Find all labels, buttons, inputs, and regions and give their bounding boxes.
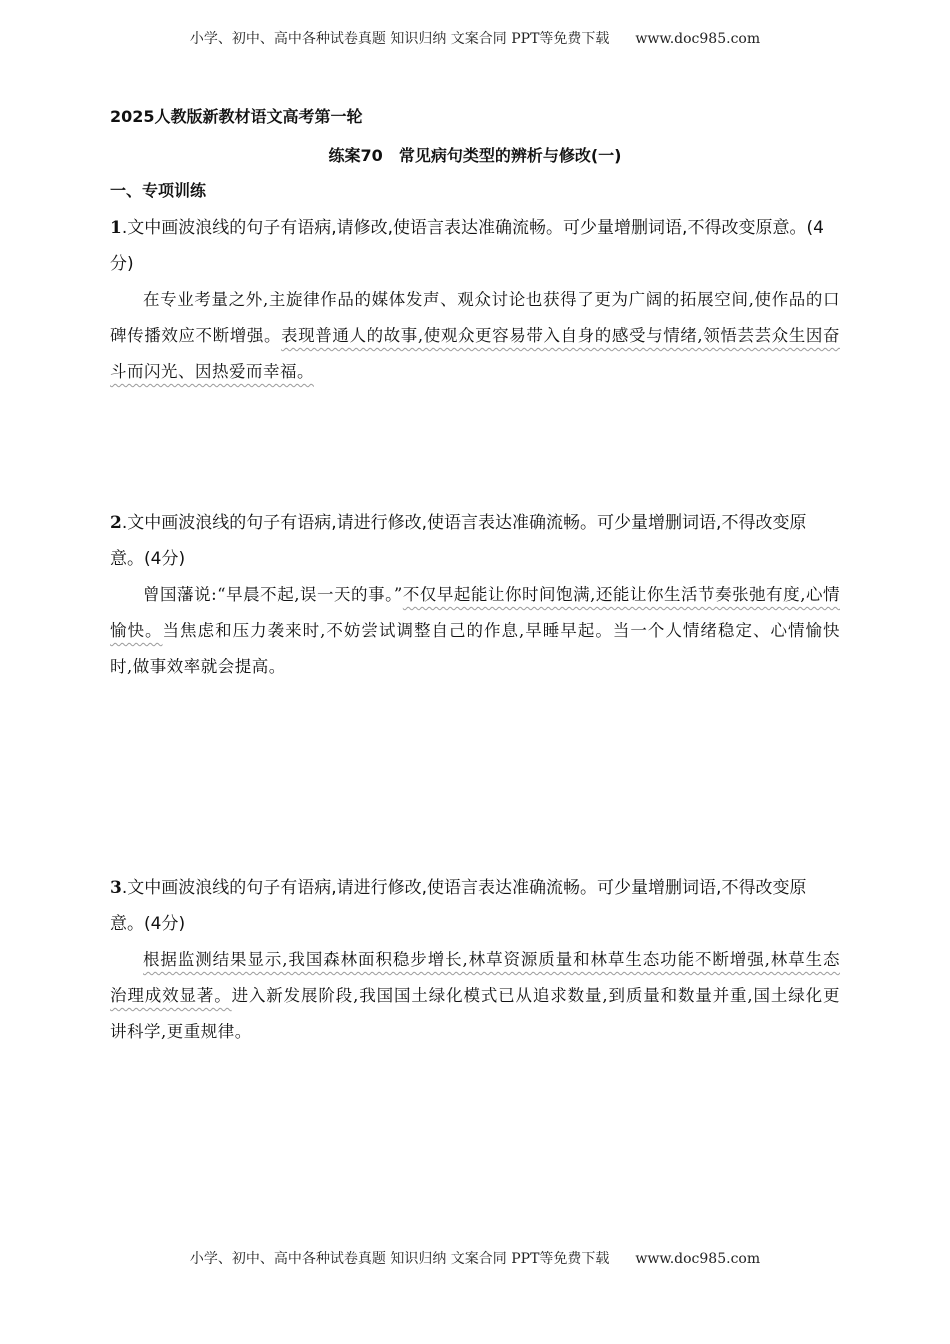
footer-ad-text: 小学、初中、高中各种试卷真题 知识归纳 文案合同 PPT等免费下载: [189, 1251, 610, 1267]
wavy-underlined-sentence: 根据监测结果显示,我国森林面积稳步增长,林草资源质量和林草生态功能不断增强,林草生态治理成效显著。: [110, 950, 840, 1005]
question-3: [110, 870, 840, 1050]
question-prompt-text: .文中画波浪线的句子有语病,请进行修改,使语言表达准确流畅。可少量增删词语,不得改变原意。(4分): [110, 878, 807, 934]
passage-text: 在专业考量之外,主旋律作品的媒体发声、观众讨论也获得了更为广阔的拓展空间,使作品的口碑传播效应不断增强。: [110, 290, 840, 345]
document-title: 2025人教版新教材语文高考第一轮: [110, 107, 363, 126]
question-passage: [110, 282, 840, 390]
lesson-topic: 常见病句类型的辨析与修改(一): [398, 146, 622, 165]
running-footer: [0, 1248, 950, 1268]
passage-text: 当焦虑和压力袭来时,不妨尝试调整自己的作息,早睡早起。当一个人情绪稳定、心情愉快时,做事效率就会提高。: [110, 621, 841, 676]
lesson-title: [0, 143, 950, 166]
question-2: [110, 505, 840, 685]
question-prompt: [110, 505, 840, 577]
question-1: [110, 210, 840, 390]
wavy-underlined-sentence: 表现普通人的故事,使观众更容易带入自身的感受与情绪,领悟芸芸众生因奋斗而闪光、因热爱而幸福。: [110, 326, 840, 381]
passage-text: 进入新发展阶段,我国国土绿化模式已从追求数量,到质量和数量并重,国土绿化更讲科学,更重规律。: [110, 986, 840, 1041]
header-ad-text: 小学、初中、高中各种试卷真题 知识归纳 文案合同 PPT等免费下载: [189, 31, 610, 47]
question-number: 3: [110, 878, 122, 898]
question-number: 2: [110, 513, 122, 533]
passage-text: 曾国藩说:“早晨不起,误一天的事。”: [143, 585, 403, 604]
question-passage: [110, 942, 840, 1050]
question-prompt: [110, 210, 840, 282]
wavy-underlined-sentence: 不仅早起能让你时间饱满,还能让你生活节奏张弛有度,心情愉快。: [110, 585, 840, 640]
question-number: 1: [110, 218, 122, 238]
question-prompt-text: .文中画波浪线的句子有语病,请修改,使语言表达准确流畅。可少量增删词语,不得改变原意。(4分): [110, 218, 824, 274]
question-passage: [110, 577, 840, 685]
footer-site-link[interactable]: www.doc985.com: [635, 1251, 761, 1267]
header-site-link[interactable]: www.doc985.com: [635, 31, 761, 47]
section-heading: 一、专项训练: [110, 181, 207, 200]
lesson-label: 练案70: [328, 146, 383, 165]
question-prompt-text: .文中画波浪线的句子有语病,请进行修改,使语言表达准确流畅。可少量增删词语,不得改变原意。(4分): [110, 513, 807, 569]
question-prompt: [110, 870, 840, 942]
running-header: [0, 28, 950, 48]
